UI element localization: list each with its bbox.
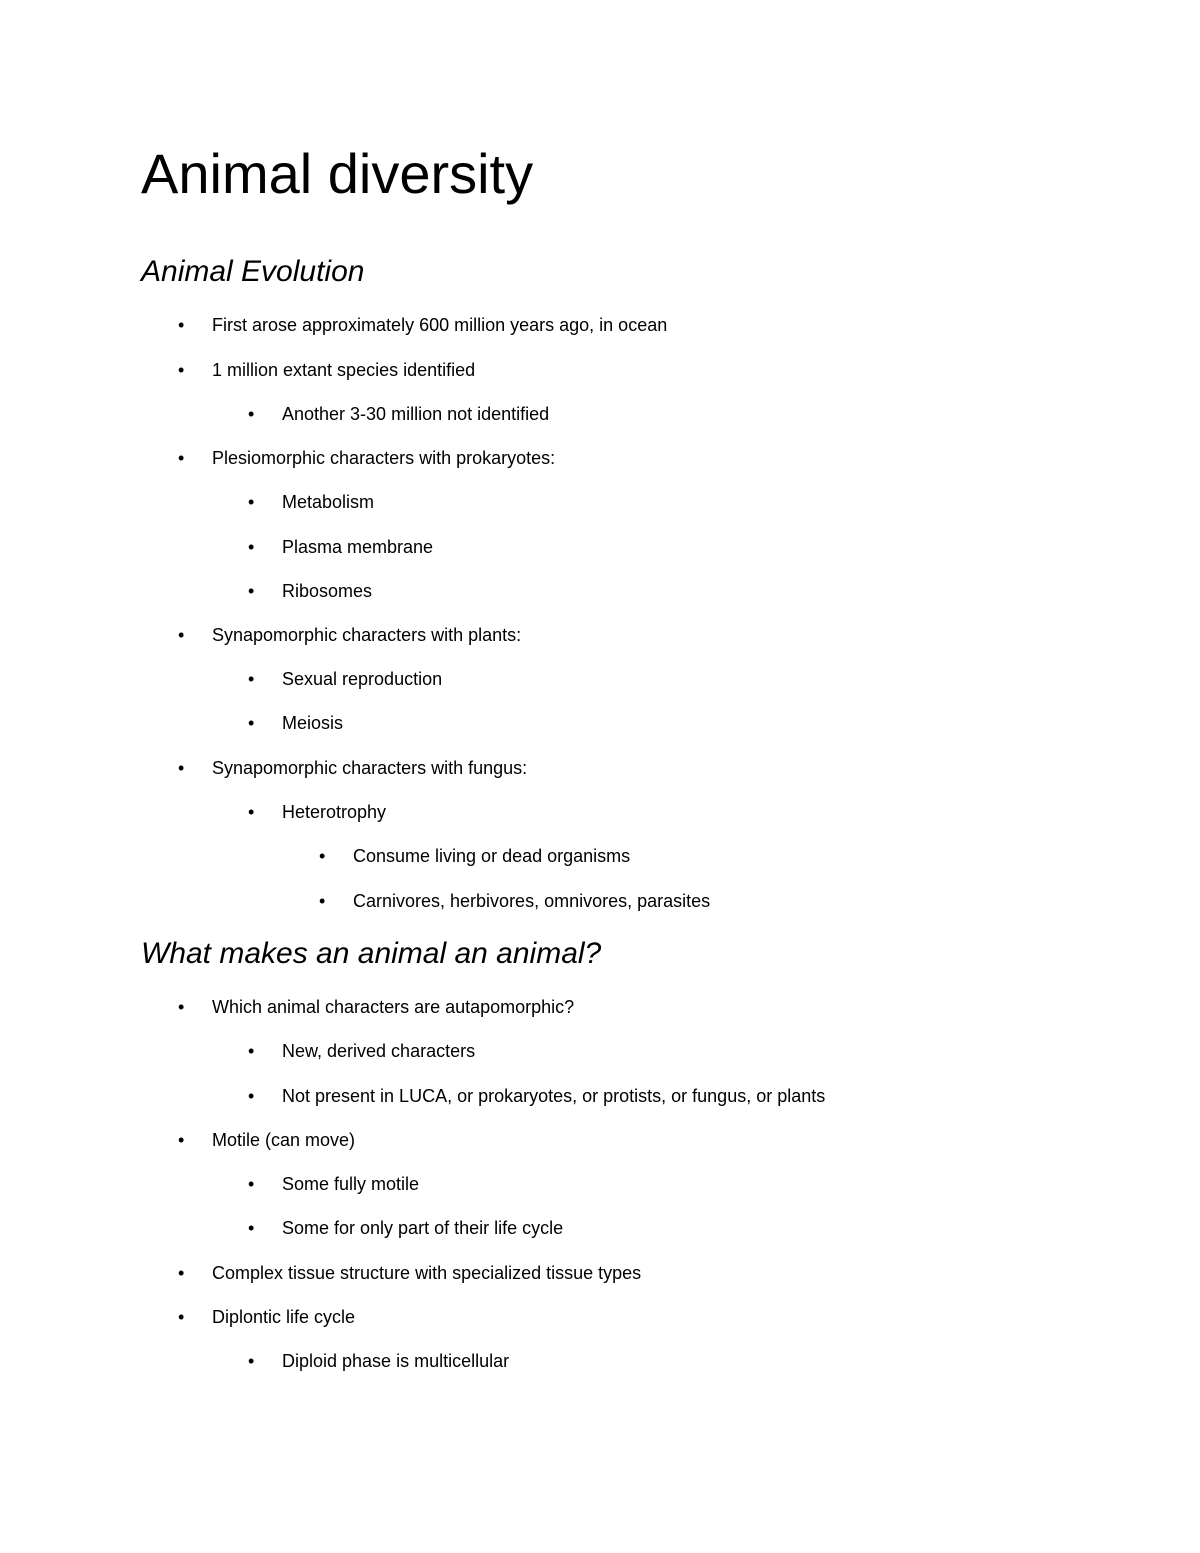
list-item-text: Carnivores, herbivores, omnivores, parasites [353,891,711,911]
section-heading-animal-evolution: Animal Evolution [141,255,365,288]
bullet-icon: • [248,802,255,822]
bullet-icon: • [178,1130,185,1150]
list-item-text: Synapomorphic characters with plants: [212,625,522,645]
list-item [248,711,344,735]
bullet-icon: • [319,846,326,866]
list-item-text: 1 million extant species identified [212,360,476,380]
list-item-text: Consume living or dead organisms [353,846,631,866]
bullet-icon: • [248,1041,255,1061]
list-item [248,579,373,603]
list-item-text: Synapomorphic characters with fungus: [212,758,528,778]
bullet-icon: • [248,713,255,733]
list-item-text: Heterotrophy [282,802,387,822]
bullet-icon: • [248,1174,255,1194]
list-item [178,1128,356,1152]
bullet-icon: • [248,1086,255,1106]
list-item-text: Which animal characters are autapomorphic? [212,997,575,1017]
list-item-text: Not present in LUCA, or prokaryotes, or protists, or fungus, or plants [282,1086,826,1106]
bullet-icon: • [248,581,255,601]
bullet-icon: • [178,1263,185,1283]
bullet-icon: • [248,492,255,512]
bullet-icon: • [248,1218,255,1238]
list-item-text: Ribosomes [282,581,373,601]
bullet-icon: • [248,537,255,557]
list-item [248,402,550,426]
list-item [178,358,476,382]
bullet-icon: • [319,891,326,911]
list-item-text: Some for only part of their life cycle [282,1218,564,1238]
bullet-icon: • [178,448,185,468]
list-item-text: Complex tissue structure with specialized tissue types [212,1263,642,1283]
list-item [248,667,443,691]
list-item-text: Meiosis [282,713,344,733]
list-item [248,490,375,514]
list-item [248,535,434,559]
list-item [248,800,387,824]
list-item [178,995,575,1019]
list-item-text: Plasma membrane [282,537,434,557]
list-item [319,889,711,913]
list-item-text: Some fully motile [282,1174,420,1194]
section-heading-what-makes-an-animal: What makes an animal an animal? [141,937,602,970]
list-item [248,1039,476,1063]
list-item [248,1349,510,1373]
list-item [178,623,522,647]
list-item-text: Metabolism [282,492,375,512]
list-item-text: Motile (can move) [212,1130,356,1150]
bullet-icon: • [178,315,185,335]
bullet-icon: • [178,758,185,778]
list-item [178,313,668,337]
list-item [178,1261,642,1285]
list-item [319,844,631,868]
list-item-text: First arose approximately 600 million years ago, in ocean [212,315,668,335]
bullet-icon: • [248,404,255,424]
list-item-text: New, derived characters [282,1041,476,1061]
list-item-text: Plesiomorphic characters with prokaryotes: [212,448,556,468]
bullet-icon: • [178,625,185,645]
list-item [248,1084,826,1108]
bullet-icon: • [248,1351,255,1371]
document-title: Animal diversity [141,142,534,205]
bullet-icon: • [178,997,185,1017]
list-item [178,756,528,780]
list-item-text: Diploid phase is multicellular [282,1351,510,1371]
list-item-text: Diplontic life cycle [212,1307,356,1327]
list-item [178,446,556,470]
bullet-icon: • [178,1307,185,1327]
list-item [248,1216,564,1240]
list-item-text: Another 3-30 million not identified [282,404,550,424]
bullet-icon: • [248,669,255,689]
list-item-text: Sexual reproduction [282,669,443,689]
bullet-icon: • [178,360,185,380]
list-item [248,1172,420,1196]
list-item [178,1305,356,1329]
